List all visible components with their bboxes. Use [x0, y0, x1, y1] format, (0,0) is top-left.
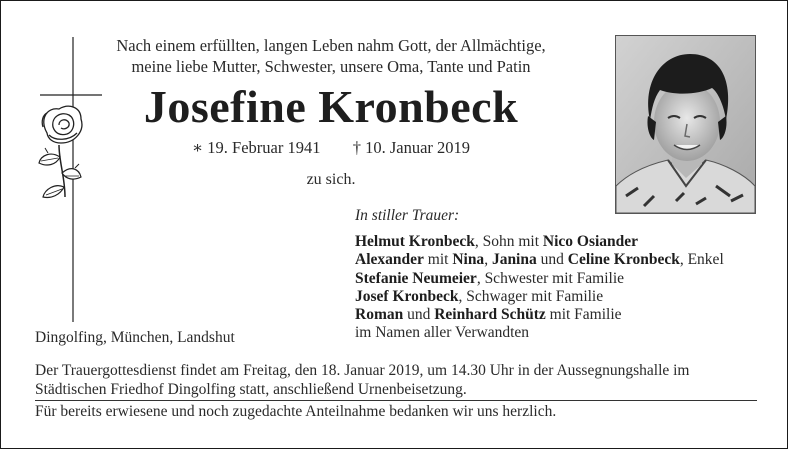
death-date: 10. Januar 2019 [365, 138, 471, 157]
death-symbol: † [352, 138, 361, 157]
list-item: Roman und Reinhard Schütz mit Familie [355, 306, 622, 324]
intro-line-2: meine liebe Mutter, Schwester, unsere Oma, Tante und Patin [131, 57, 531, 76]
intro-text [101, 35, 561, 77]
list-item: Helmut Kronbeck, Sohn mit Nico Osiander [355, 233, 639, 250]
deceased-name: Josefine Kronbeck [143, 81, 519, 132]
thanks-text: Für bereits erwiesene und noch zugedachte Anteilnahme bedanken wir uns herzlich. [35, 403, 557, 420]
list-item: Alexander mit Nina, Janina und Celine Kronbeck, Enkel [355, 251, 724, 269]
birth-symbol: ∗ [191, 138, 204, 157]
divider [35, 400, 757, 401]
intro-line-1: Nach einem erfüllten, langen Leben nahm Gott, der Allmächtige, [116, 36, 546, 55]
list-item: Josef Kronbeck, Schwager mit Familie [355, 287, 604, 305]
list-item: Stefanie Neumeier, Schwester mit Familie [355, 269, 625, 287]
life-dates [101, 138, 561, 158]
portrait-photo [615, 35, 756, 214]
mourning-title: In stiller Trauer: [355, 207, 460, 224]
places-text: Dingolfing, München, Landshut [35, 329, 235, 346]
mourners-list [355, 233, 724, 343]
closing-text: zu sich. [306, 171, 356, 188]
birth-date: 19. Februar 1941 [207, 138, 321, 157]
service-info [35, 361, 757, 399]
service-line-2: Städtischen Friedhof Dingolfing statt, anschließend Urnenbeisetzung. [35, 381, 467, 398]
service-line-1: Der Trauergottesdienst findet am Freitag, den 18. Januar 2019, um 14.30 Uhr in der Aussegnungshalle im [35, 362, 690, 379]
list-item: im Namen aller Verwandten [355, 324, 530, 342]
